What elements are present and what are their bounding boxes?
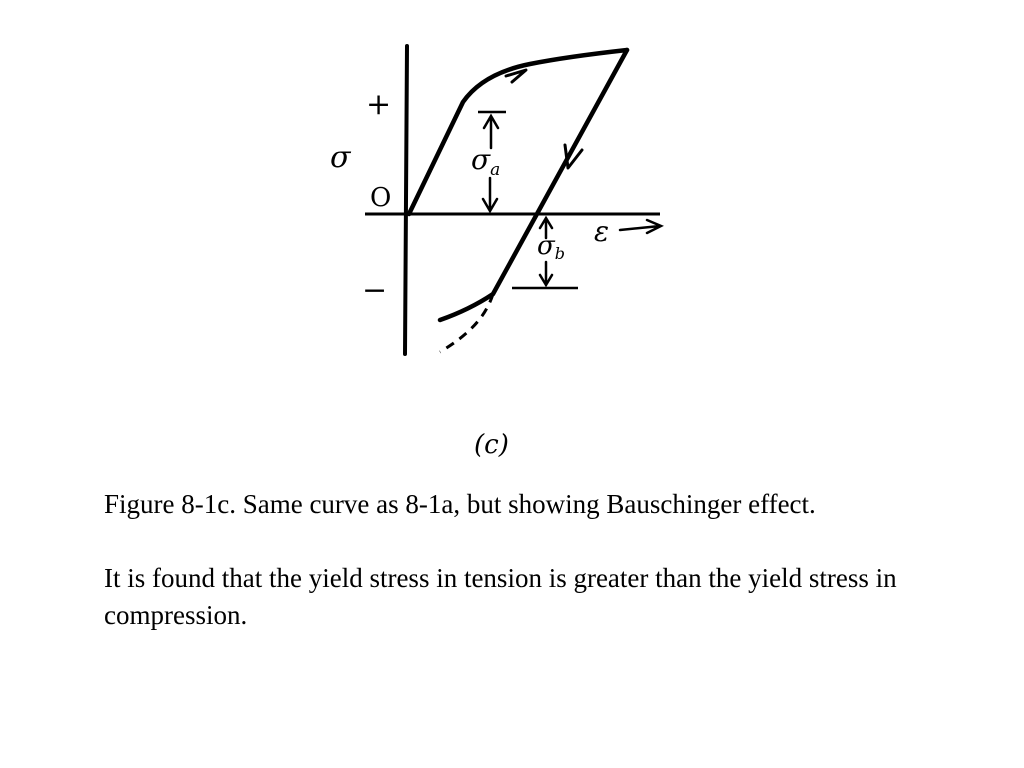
stress-symbol: σ	[330, 140, 351, 175]
dashed-continuation	[440, 294, 493, 352]
stress-axis	[405, 46, 407, 354]
panel-label: (c)	[474, 430, 509, 460]
sigma-b-down-arrow	[540, 262, 552, 285]
figure-caption: Figure 8-1c. Same curve as 8-1a, but showing Bauschinger effect.	[104, 489, 816, 519]
minus-sign: −	[362, 273, 388, 308]
strain-axis-arrow	[620, 220, 661, 233]
caption-block	[104, 486, 984, 634]
origin-label: O	[370, 183, 392, 213]
sigma-b-label: σb	[537, 231, 565, 263]
unloading-curve	[440, 50, 627, 320]
loading-curve	[409, 50, 627, 214]
plus-sign: +	[366, 87, 392, 122]
sigma-a-label: $\sigma_a$	[471, 143, 501, 180]
body-text: It is found that the yield stress in tension is greater than the yield stress in compression.	[104, 563, 897, 630]
strain-symbol: ε	[594, 215, 610, 248]
sigma-a-down-arrow	[483, 178, 497, 211]
